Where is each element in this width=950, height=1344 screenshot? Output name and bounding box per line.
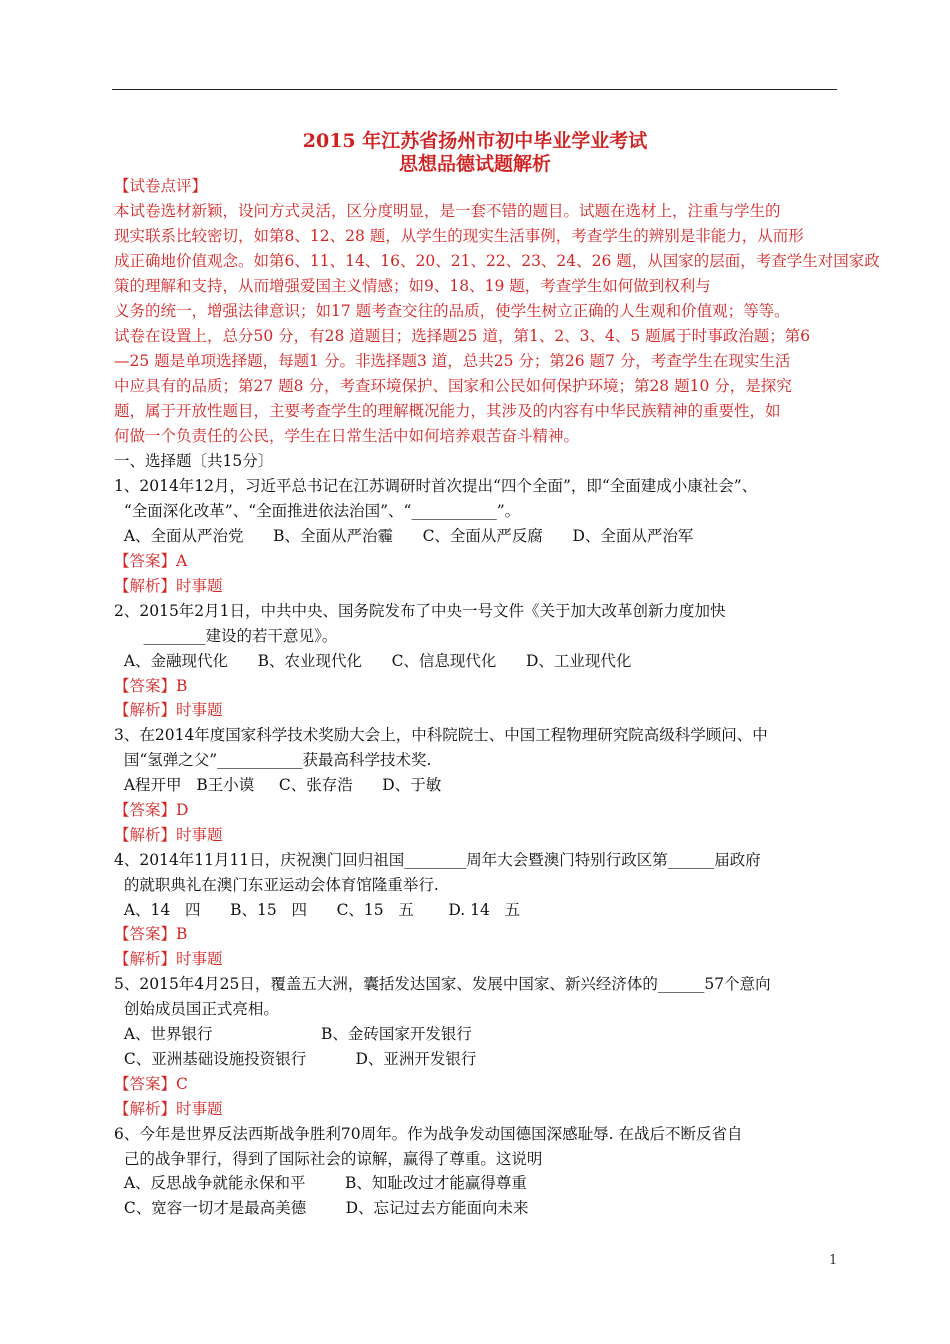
question-5-stem-cont: 创始成员国正式亮相。	[114, 1000, 279, 1018]
review-line: 成正确地价值观念。如第6、11、14、16、20、21、22、23、24、26 题，从国家的层面，考查学生对国家政	[114, 252, 880, 270]
header-rule	[112, 89, 837, 90]
section-heading: 一、选择题〔共15分〕	[114, 452, 274, 470]
question-2-stem: 2、2015年2月1日，中共中央、国务院发布了中央一号文件《关于加大改革创新力度加快	[114, 602, 726, 620]
question-3-answer: 【答案】D	[114, 801, 189, 819]
question-1-analysis: 【解析】时事题	[114, 577, 223, 595]
review-heading: 【试卷点评】	[114, 177, 208, 195]
question-5-options-row-2: C、亚洲基础设施投资银行 D、亚洲开发银行	[114, 1050, 477, 1068]
question-1-answer: 【答案】A	[114, 552, 188, 570]
question-4-answer: 【答案】B	[114, 925, 188, 943]
review-line: 中应具有的品质；第27 题8 分，考查环境保护、国家和公民如何保护环境；第28 题10 分，是探究	[114, 377, 792, 395]
review-line: 策的理解和支持，从而增强爱国主义情感；如9、18、19 题，考查学生如何做到权利与	[114, 277, 711, 295]
question-2-answer: 【答案】B	[114, 677, 188, 695]
question-4-stem-cont: 的就职典礼在澳门东亚运动会体育馆隆重举行.	[114, 876, 439, 894]
question-1-stem-cont: “全面深化改革”、“全面推进依法治国”、“___________”。	[114, 502, 521, 520]
review-line: 本试卷选材新颖，设问方式灵活，区分度明显，是一套不错的题目。试题在选材上，注重与学生的	[114, 202, 781, 220]
question-2-stem-cont: ________建设的若干意见》。	[114, 627, 338, 645]
question-3-stem-cont: 国“氢弹之父”___________获最高科学技术奖.	[114, 751, 432, 769]
question-5-analysis: 【解析】时事题	[114, 1100, 223, 1118]
question-4-analysis: 【解析】时事题	[114, 950, 223, 968]
question-6-options-row-2: C、宽容一切才是最高美德 D、忘记过去方能面向未来	[114, 1199, 529, 1217]
page-subtitle: 思想品德试题解析	[398, 153, 551, 175]
question-5-options-row-1: A、世界银行 B、金砖国家开发银行	[114, 1025, 472, 1043]
question-4-stem: 4、2014年11月11日，庆祝澳门回归祖国________周年大会暨澳门特别行政区第______届政府	[114, 851, 761, 869]
question-5-answer: 【答案】C	[114, 1075, 188, 1093]
review-line: —25 题是单项选择题，每题1 分。非选择题3 道，总共25 分；第26 题7 分，考查学生在现实生活	[114, 352, 791, 370]
page-title: 2015 年江苏省扬州市初中毕业学业考试	[302, 130, 648, 152]
review-line: 何做一个负责任的公民，学生在日常生活中如何培养艰苦奋斗精神。	[114, 427, 580, 445]
review-line: 试卷在设置上，总分50 分，有28 道题目；选择题25 道，第1、2、3、4、5 题属于时事政治题；第6	[114, 327, 811, 345]
question-1-stem: 1、2014年12月，习近平总书记在江苏调研时首次提出“四个全面”，即“全面建成小康社会”、	[114, 477, 758, 495]
page-number: 1	[829, 1253, 838, 1268]
question-2-options: A、金融现代化 B、农业现代化 C、信息现代化 D、工业现代化	[114, 652, 632, 670]
question-1-options: A、全面从严治党 B、全面从严治霾 C、全面从严反腐 D、全面从严治军	[114, 527, 694, 545]
question-3-stem: 3、在2014年度国家科学技术奖励大会上，中科院院士、中国工程物理研究院高级科学顾问、中	[114, 726, 768, 744]
review-line: 现实联系比较密切，如第8、12、28 题，从学生的现实生活事例，考查学生的辨别是非能力，从而形	[114, 227, 804, 245]
question-5-stem: 5、2015年4月25日，覆盖五大洲，囊括发达国家、发展中国家、新兴经济体的______57个意向	[114, 975, 771, 993]
question-6-stem: 6、今年是世界反法西斯战争胜利70周年。作为战争发动国德国深感耻辱. 在战后不断反省自	[114, 1125, 743, 1143]
question-6-stem-cont: 己的战争罪行，得到了国际社会的谅解，赢得了尊重。这说明	[114, 1150, 543, 1168]
review-line: 题，属于开放性题目，主要考查学生的理解概况能力，其涉及的内容有中华民族精神的重要性，如	[114, 402, 781, 420]
question-2-analysis: 【解析】时事题	[114, 701, 223, 719]
question-3-analysis: 【解析】时事题	[114, 826, 223, 844]
question-4-options: A、14 四 B、15 四 C、15 五 D. 14 五	[114, 901, 521, 919]
question-6-options-row-1: A、反思战争就能永保和平 B、知耻改过才能赢得尊重	[114, 1174, 527, 1192]
question-3-options: A程开甲 B王小谟 C、张存浩 D、于敏	[114, 776, 442, 794]
review-line: 义务的统一，增强法律意识；如17 题考查交往的品质，使学生树立正确的人生观和价值观；等等。	[114, 302, 790, 320]
